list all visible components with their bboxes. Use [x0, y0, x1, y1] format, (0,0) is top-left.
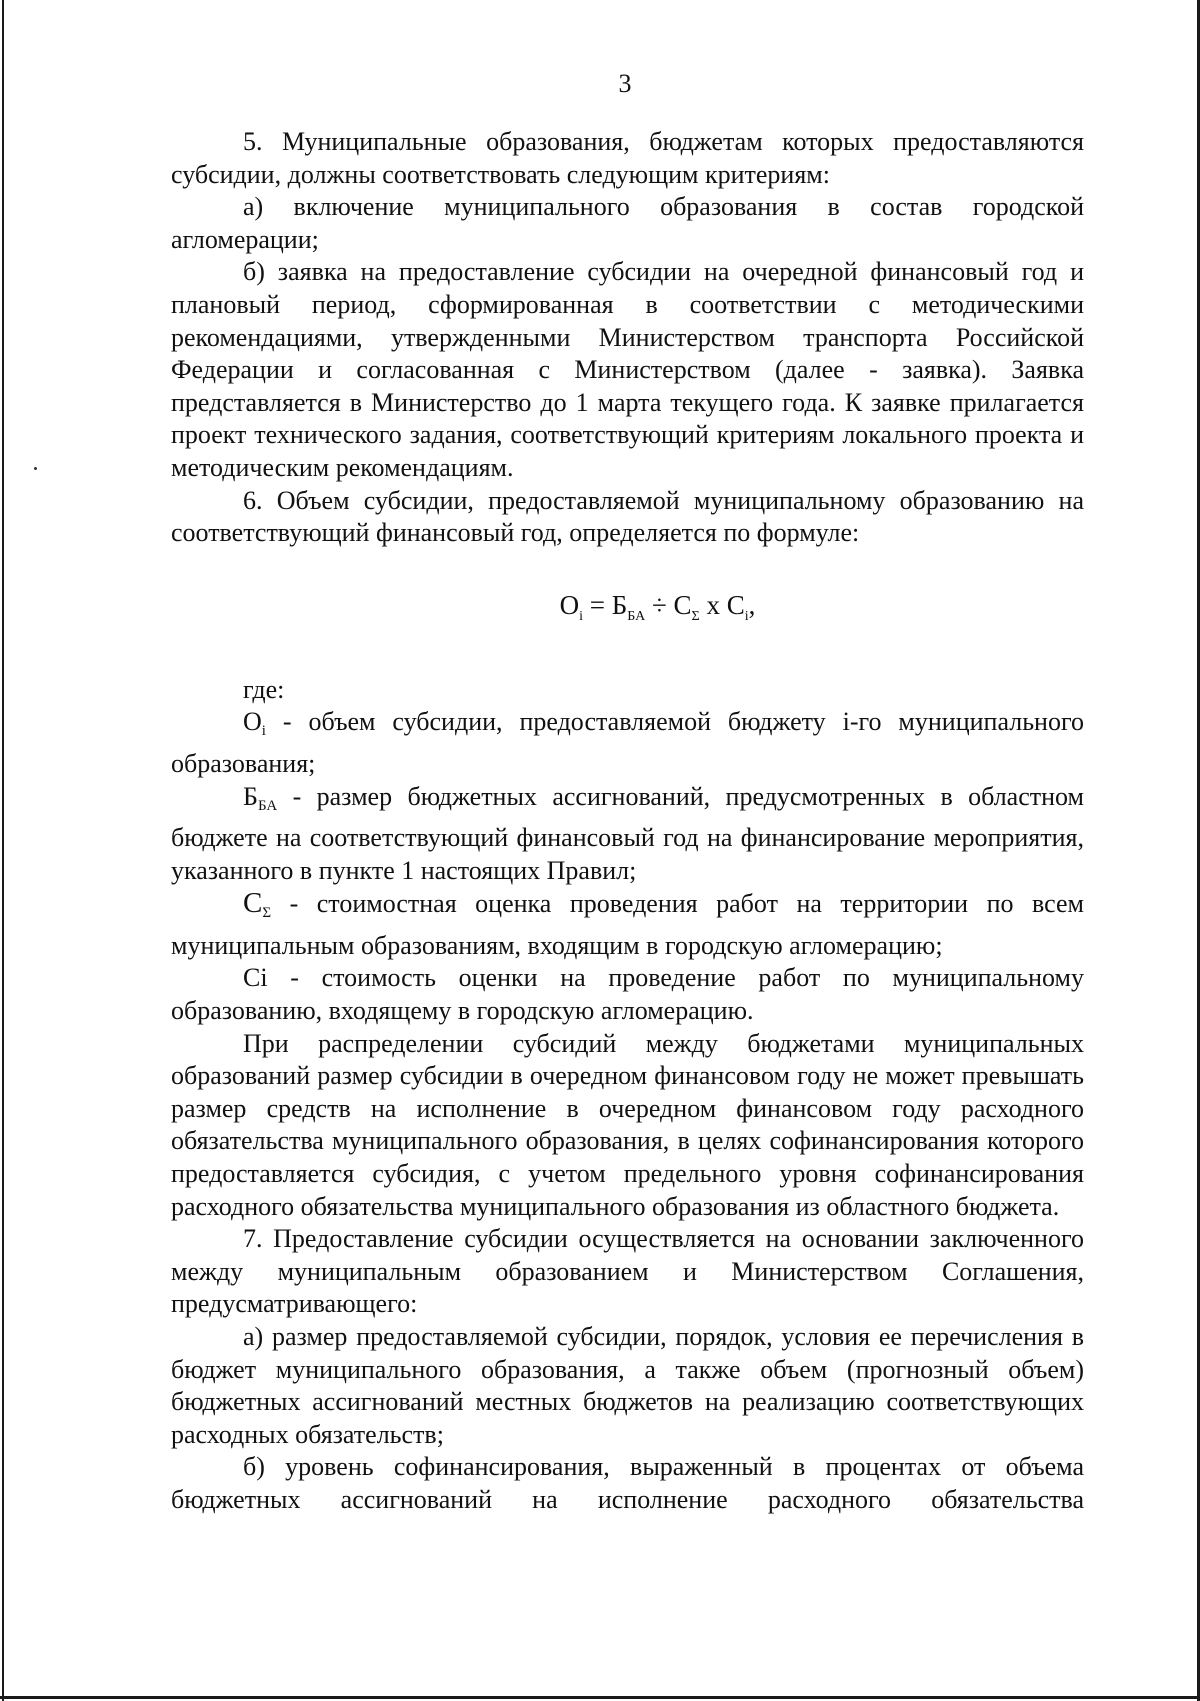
definition-csigma: $C_\Sigma$ - стоимостная оценка проведения работ на территории по всем муниципальным образованиям, входящим в городскую агломерацию;: [171, 887, 1084, 960]
page-number: 3: [618, 69, 632, 98]
definition-ci: Ci - стоимость оценки на проведение работ по муниципальному образованию, входящему в городскую агломерацию.: [171, 963, 1084, 1026]
paragraph-5b: б) заявка на предоставление субсидии на очередной финансовый год и плановый период, сформированная в соответствии с методическими рекомендациями, утвержденными Министерством транспорта Российской Федерации и согласованная с Министерством (далее - заявка). Заявка представляется в Министерство до 1 марта текущего года. К заявке прилагается проект технического задания, соответствующий критериям локального проекта и методическим рекомендациям.: [171, 257, 1084, 482]
formula-o-sub: i: [579, 608, 584, 624]
definition-oi: $O_i$ - объем субсидии, предоставляемой бюджету i-го муниципального образования;: [171, 707, 1084, 778]
page-border-left: [2, 0, 4, 1701]
formula-tail: ,: [748, 589, 756, 620]
formula-div-c: ÷ C: [645, 589, 692, 620]
paragraph-distribution: При распределении субсидий между бюджетами муниципальных образований размер субсидии в очередном финансовом году не может превышать размер средств на исполнение в очередном финансовом году расходного обязательства муниципального образования, в целях софинансирования которого предоставляется субсидия, с учетом предельного уровня софинансирования расходного обязательства муниципального образования из областного бюджета.: [171, 1028, 1084, 1221]
symbol-bba: $Б_{БА}$: [243, 781, 278, 814]
symbol-csigma: $C_\Sigma$: [243, 887, 272, 922]
formula-times-c: x C: [699, 589, 745, 620]
formula-equals-b: = Б: [583, 589, 628, 620]
paragraph-7b: б) уровень софинансирования, выраженный в процентах от объема бюджетных ассигнований на исполнение расходного обязательства: [171, 1452, 1084, 1514]
symbol-oi: $O_i$: [243, 707, 266, 740]
formula: [171, 588, 1084, 634]
formula-o: O: [559, 589, 580, 620]
paragraph-6: 6. Объем субсидии, предоставляемой муниципальному образованию на соответствующий финансовый год, определяется по формуле:: [171, 485, 1084, 548]
paragraph-7a: а) размер предоставляемой субсидии, порядок, условия ее перечисления в бюджет муниципального образования, а также объем (прогнозный объем) бюджетных ассигнований местных бюджетов на реализацию соответствующих расходных обязательств;: [171, 1322, 1084, 1449]
formula-b-sub: БА: [627, 608, 646, 624]
definition-bba: $Б_{БА}$ - размер бюджетных ассигнований, предусмотренных в областном бюджете на соответствующий финансовый год на финансирование мероприятия, указанного в пункте 1 настоящих Правил;: [171, 781, 1084, 885]
formula-sigma-sub: Σ: [691, 608, 700, 624]
scan-speck: [34, 467, 37, 470]
formula-ci-sub: i: [744, 608, 749, 624]
page-border-bottom: [0, 1696, 1200, 1699]
paragraph-7: 7. Предоставление субсидии осуществляется на основании заключенного между муниципальным образованием и Министерством Соглашения, предусматривающего:: [171, 1224, 1084, 1319]
paragraph-5a: а) включение муниципального образования в состав городской агломерации;: [171, 192, 1084, 254]
paragraph-5: 5. Муниципальные образования, бюджетам которых предоставляются субсидии, должны соответствовать следующим критериям:: [171, 127, 1084, 189]
where-label: где:: [243, 674, 285, 704]
document-body: [171, 126, 1084, 1517]
